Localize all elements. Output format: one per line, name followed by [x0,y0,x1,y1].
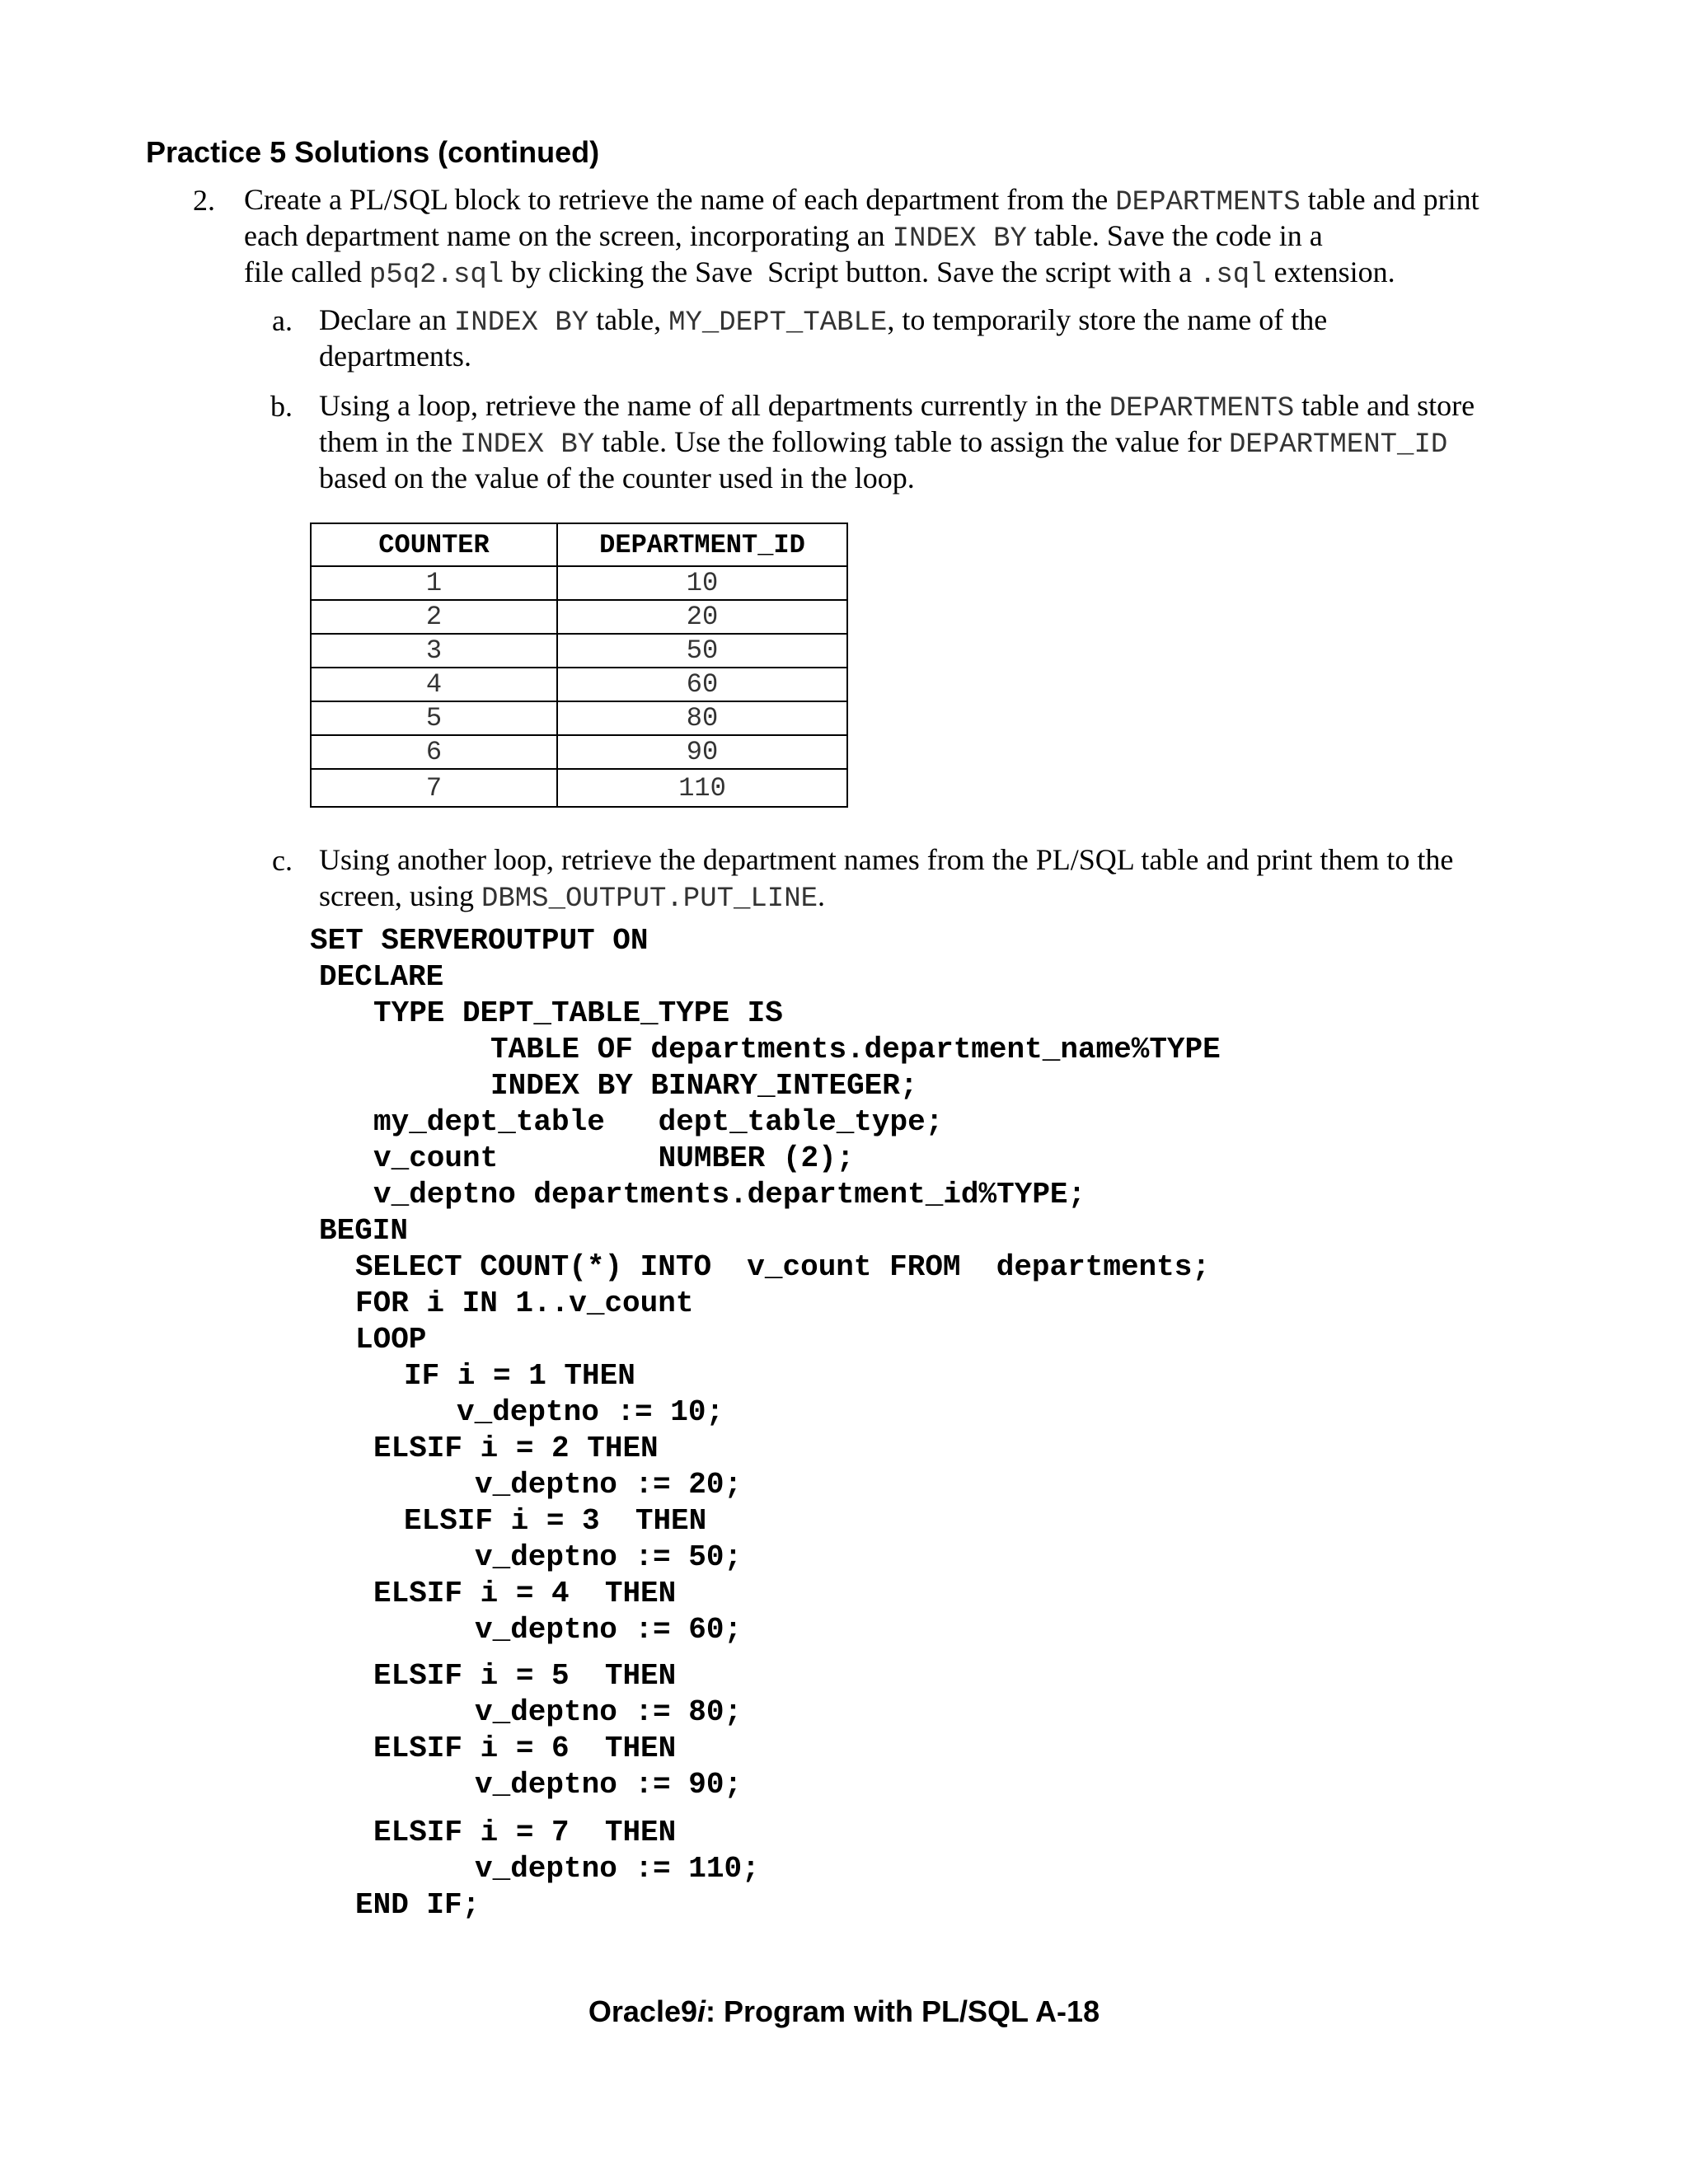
code-line: v_deptno := 60; [475,1613,743,1647]
table-row [311,701,847,735]
item-b-marker: b. [270,390,293,423]
code-line: v_deptno := 80; [475,1695,743,1729]
department-id-cell: 50 [557,634,847,668]
department-id-cell: 60 [557,668,847,701]
department-id-cell: 20 [557,600,847,634]
counter-cell: 6 [311,735,557,769]
table-row [311,600,847,634]
item-b-line-3: based on the value of the counter used in the loop. [319,462,915,494]
department-id-cell: 10 [557,566,847,600]
department-id-cell: 110 [557,769,847,807]
code-line: ELSIF i = 5 THEN [373,1659,677,1693]
code-line: v_deptno := 50; [475,1540,743,1574]
code-line: SET SERVEROUTPUT ON [310,924,649,958]
page-footer: Oracle9i: Program with PL/SQL A-18 [588,1994,1100,2028]
item-b-line-2: them in the INDEX BY table. Use the following table to assign the value for DEPARTMENT_ID [319,425,1448,461]
table-header-counter: COUNTER [311,523,557,566]
table-header-row [311,523,847,566]
department-id-cell: 90 [557,735,847,769]
code-line: my_dept_table dept_table_type; [373,1105,944,1139]
item-a-line-2: departments. [319,340,471,373]
code-line: INDEX BY BINARY_INTEGER; [490,1069,918,1103]
code-line: LOOP [355,1323,427,1357]
table-header-department-id: DEPARTMENT_ID [557,523,847,566]
code-line: END IF; [355,1888,481,1922]
counter-cell: 1 [311,566,557,600]
code-line: BEGIN [319,1214,409,1248]
counter-cell: 3 [311,634,557,668]
code-line: v_count NUMBER (2); [373,1141,855,1175]
counter-cell: 5 [311,701,557,735]
code-line: ELSIF i = 4 THEN [373,1577,677,1610]
counter-cell: 4 [311,668,557,701]
item-a-marker: a. [272,304,293,337]
page-heading: Practice 5 Solutions (continued) [146,135,600,169]
table-row [311,769,847,807]
question-line-3: file called p5q2.sql by clicking the Save Script button. Save the script with a .sql extension. [244,255,1395,291]
question-number: 2. [193,184,215,217]
code-line: TABLE OF departments.department_name%TYPE [490,1033,1221,1066]
table-row [311,634,847,668]
department-id-cell: 80 [557,701,847,735]
table-row [311,735,847,769]
question-line-1: Create a PL/SQL block to retrieve the name of each department from the DEPARTMENTS table and print [244,183,1479,218]
code-line: IF i = 1 THEN [404,1359,635,1393]
code-line: v_deptno := 10; [457,1395,724,1429]
code-line: ELSIF i = 7 THEN [373,1816,677,1849]
counter-department-table [310,523,848,808]
code-line: ELSIF i = 3 THEN [404,1504,707,1538]
code-line: TYPE DEPT_TABLE_TYPE IS [373,996,783,1030]
item-b-line-1: Using a loop, retrieve the name of all departments currently in the DEPARTMENTS table and store [319,389,1475,424]
item-a-line-1: Declare an INDEX BY table, MY_DEPT_TABLE, to temporarily store the name of the [319,303,1328,339]
code-line: v_deptno := 20; [475,1468,743,1502]
code-line: DECLARE [319,960,444,994]
code-line: v_deptno departments.department_id%TYPE; [373,1178,1086,1212]
item-c-marker: c. [272,844,293,877]
question-line-2: each department name on the screen, incorporating an INDEX BY table. Save the code in a [244,219,1323,255]
table-row [311,668,847,701]
code-line: ELSIF i = 6 THEN [373,1732,677,1765]
code-line: FOR i IN 1..v_count [355,1286,694,1320]
code-line: SELECT COUNT(*) INTO v_count FROM departments; [355,1250,1210,1284]
counter-cell: 2 [311,600,557,634]
code-line: v_deptno := 110; [475,1852,760,1886]
code-line: v_deptno := 90; [475,1768,743,1802]
code-line: ELSIF i = 2 THEN [373,1432,659,1465]
item-c-line-1: Using another loop, retrieve the department names from the PL/SQL table and print them to the [319,843,1454,876]
table-row [311,566,847,600]
item-c-line-2: screen, using DBMS_OUTPUT.PUT_LINE. [319,879,826,915]
counter-cell: 7 [311,769,557,807]
